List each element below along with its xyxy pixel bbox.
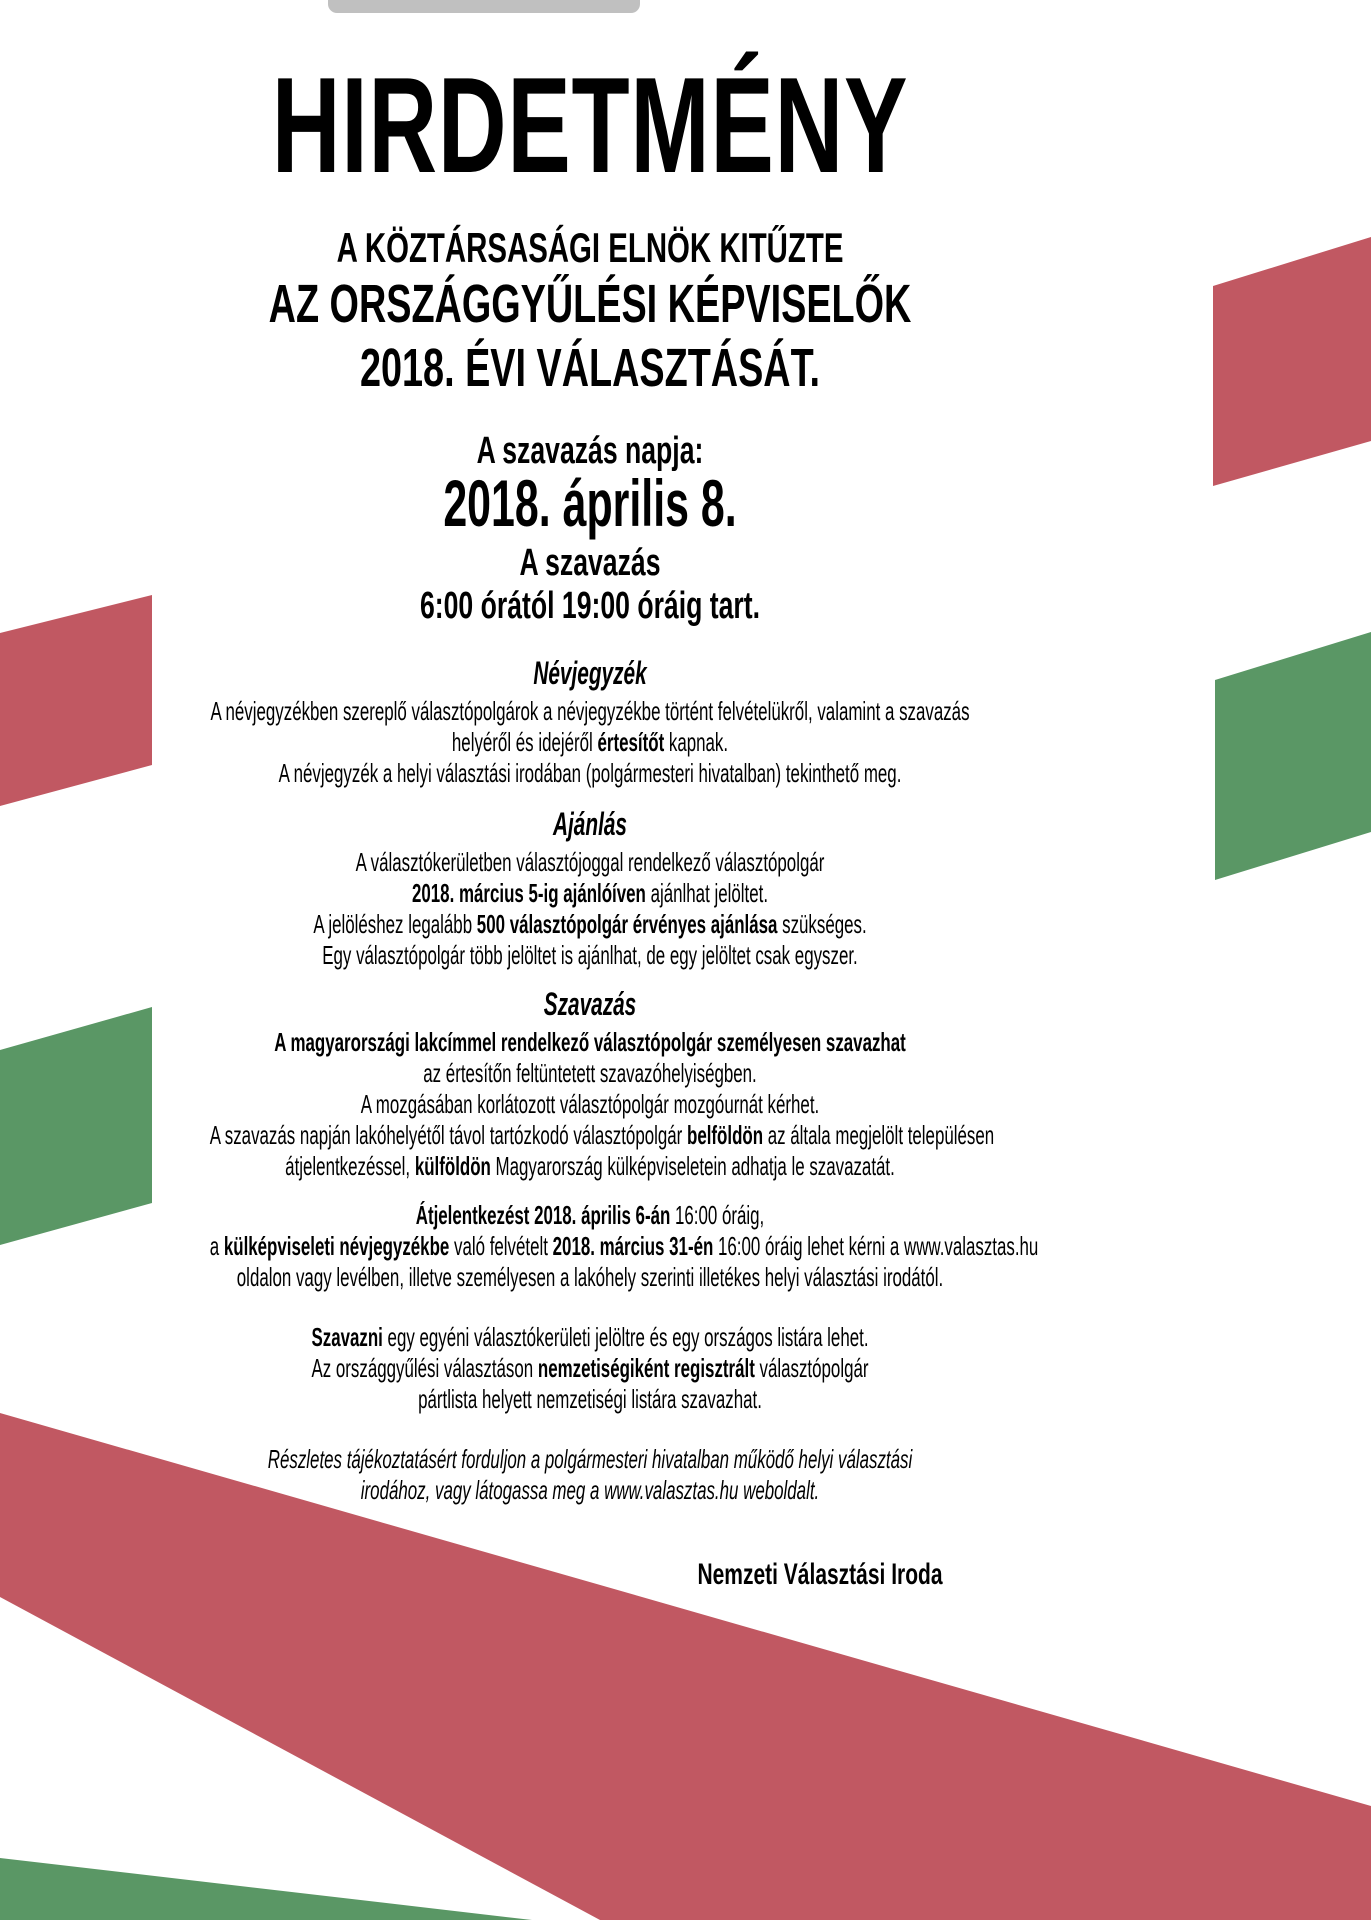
section-body bbox=[210, 696, 971, 789]
voting-hours-line-2: 6:00 órától 19:00 óráig tart. bbox=[419, 585, 761, 627]
text-line bbox=[210, 696, 971, 727]
text-segment: helyéről és idejéről bbox=[451, 727, 598, 757]
section-body bbox=[209, 1027, 995, 1182]
issuing-organization: Nemzeti Választási Iroda bbox=[697, 1558, 943, 1591]
section-heading-szavazas: Szavazás bbox=[543, 986, 637, 1022]
text-line bbox=[210, 1262, 971, 1293]
text-line bbox=[210, 878, 971, 909]
text-segment: Részletes tájékoztatásért forduljon a polgármesteri hivatalban működő helyi választási bbox=[267, 1444, 913, 1474]
text-segment: 2018. március 5-ig ajánlóíven bbox=[411, 878, 646, 908]
stripe-top-right-red bbox=[1213, 237, 1371, 486]
text-line bbox=[210, 1322, 971, 1353]
text-segment: A névjegyzék a helyi választási irodában (polgármesteri hivatalban) tekinthető meg. bbox=[278, 758, 902, 788]
text-segment: pártlista helyett nemzetiségi listára szavazhat. bbox=[418, 1384, 762, 1414]
text-segment: irodához, vagy látogassa meg a www.valasztas.hu weboldalt. bbox=[360, 1475, 820, 1505]
text-segment: oldalon vagy levélben, illetve személyesen a lakóhely szerinti illetékes helyi választási irodától. bbox=[236, 1262, 944, 1292]
paragraph-body bbox=[210, 1444, 971, 1506]
text-segment: ajánlhat jelöltet. bbox=[645, 878, 769, 908]
text-line bbox=[210, 1027, 971, 1058]
text-segment: belföldön bbox=[687, 1120, 764, 1150]
text-line bbox=[210, 1200, 971, 1231]
text-segment: átjelentkezéssel, bbox=[285, 1151, 415, 1181]
text-segment: Egy választópolgár több jelöltet is ajánlhat, de egy jelöltet csak egyszer. bbox=[322, 940, 858, 970]
paragraph-atjelentkezes bbox=[209, 1200, 1039, 1293]
text-segment: 16:00 óráig, bbox=[670, 1200, 765, 1230]
subtitle-line-1: A KÖZTÁRSASÁGI ELNÖK KITŰZTE bbox=[336, 224, 844, 271]
text-line bbox=[210, 1151, 971, 1182]
voting-day-label: A szavazás napja: bbox=[476, 430, 704, 472]
paragraph-body bbox=[209, 1200, 1039, 1293]
text-line bbox=[210, 1444, 971, 1475]
text-line bbox=[210, 1475, 971, 1506]
section-szavazas bbox=[209, 986, 995, 1182]
text-segment: 2018. március 31-én bbox=[552, 1231, 714, 1261]
text-line bbox=[210, 909, 971, 940]
section-heading-nevjegyzek: Névjegyzék bbox=[533, 655, 647, 691]
text-line bbox=[210, 1058, 971, 1089]
text-segment: az értesítőn feltüntetett szavazóhelyiségben. bbox=[423, 1058, 757, 1088]
poster-title: HIRDETMÉNY bbox=[271, 49, 909, 201]
section-heading-ajanlas: Ajánlás bbox=[553, 806, 627, 842]
section-ajanlas bbox=[210, 806, 971, 971]
text-segment: külképviseleti névjegyzékbe bbox=[223, 1231, 450, 1261]
text-segment: Átjelentkezést 2018. április 6-án bbox=[415, 1200, 671, 1230]
paragraph-tajekoztatas bbox=[210, 1444, 971, 1506]
text-segment: A névjegyzékben szereplő választópolgárok a névjegyzékbe történt felvételükről, valamint a szavazás bbox=[210, 696, 970, 726]
text-line bbox=[209, 1120, 995, 1151]
text-line bbox=[210, 758, 971, 789]
stripe-right-green bbox=[1215, 632, 1371, 880]
text-segment: az általa megjelölt településen bbox=[763, 1120, 995, 1150]
text-line bbox=[210, 1384, 971, 1415]
stripe-bottom-left-green bbox=[0, 1858, 532, 1920]
stripe-left-green bbox=[0, 1007, 152, 1245]
text-line bbox=[210, 1353, 971, 1384]
text-segment: szükséges. bbox=[777, 909, 867, 939]
text-segment: A jelöléshez legalább bbox=[313, 909, 477, 939]
voting-hours-block bbox=[181, 542, 1000, 628]
voting-hours-line-1: A szavazás bbox=[519, 542, 661, 584]
paragraph-szavazni bbox=[210, 1322, 971, 1415]
text-segment: Az országgyűlési választáson bbox=[311, 1353, 538, 1383]
subtitle-block bbox=[181, 272, 1000, 400]
scan-artifact bbox=[328, 0, 640, 13]
text-segment: Magyarország külképviseletein adhatja le szavazatát. bbox=[490, 1151, 895, 1181]
section-body bbox=[210, 847, 971, 971]
text-segment: való felvételt bbox=[449, 1231, 553, 1261]
voting-date: 2018. április 8. bbox=[443, 466, 737, 540]
text-segment: 500 választópolgár érvényes ajánlása bbox=[476, 909, 778, 939]
text-segment: A szavazás napján lakóhelyétől távol tartózkodó választópolgár bbox=[209, 1120, 688, 1150]
text-segment: A választókerületben választójoggal rendelkező választópolgár bbox=[355, 847, 825, 877]
text-segment: kapnak. bbox=[664, 727, 729, 757]
text-segment: egy egyéni választókerületi jelöltre és egy országos listára lehet. bbox=[382, 1322, 869, 1352]
text-segment: a bbox=[209, 1231, 224, 1261]
text-segment: választópolgár bbox=[754, 1353, 869, 1383]
text-segment: A magyarországi lakcímmel rendelkező választópolgár személyesen szavazhat bbox=[274, 1027, 906, 1057]
text-line bbox=[209, 1231, 1039, 1262]
stripe-left-red bbox=[0, 595, 152, 806]
text-segment: értesítőt bbox=[597, 727, 665, 757]
text-segment: Szavazni bbox=[311, 1322, 383, 1352]
text-segment: 16:00 óráig lehet kérni a www.valasztas.hu bbox=[713, 1231, 1039, 1261]
text-line bbox=[210, 847, 971, 878]
subtitle-line-2: AZ ORSZÁGGYŰLÉSI KÉPVISELŐK bbox=[268, 274, 912, 334]
text-line bbox=[210, 727, 971, 758]
paragraph-body bbox=[210, 1322, 971, 1415]
text-segment: A mozgásában korlátozott választópolgár mozgóurnát kérhet. bbox=[360, 1089, 820, 1119]
text-line bbox=[210, 940, 971, 971]
section-nevjegyzek bbox=[210, 655, 971, 789]
text-segment: külföldön bbox=[414, 1151, 491, 1181]
text-segment: nemzetiségiként regisztrált bbox=[537, 1353, 755, 1383]
subtitle-line-3: 2018. ÉVI VÁLASZTÁSÁT. bbox=[359, 338, 821, 398]
text-line bbox=[210, 1089, 971, 1120]
